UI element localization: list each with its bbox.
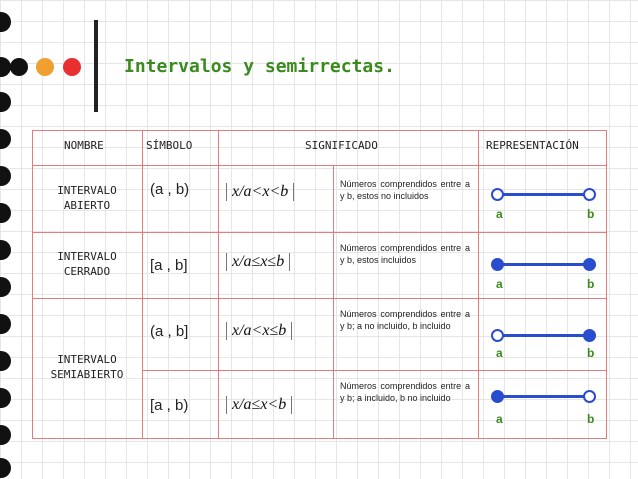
- name-semiabierto: [34, 352, 140, 382]
- header-simbolo: SÍMBOLO: [146, 139, 193, 152]
- label-b: b: [587, 346, 595, 360]
- page-title: Intervalos y semirrectas.: [124, 56, 395, 77]
- binder-hole: [0, 388, 11, 408]
- binder-hole: [0, 351, 11, 371]
- symbol-half-open-right: [a , b): [150, 397, 189, 414]
- binder-hole: [0, 166, 11, 186]
- condition-half-open-right: x/a≤x<b: [226, 396, 292, 414]
- interval-line-half-open-left: [500, 334, 590, 337]
- meaning-half-open-right: Números comprendidos entre a y b; a incluido, b no incluido: [340, 381, 470, 403]
- condition-closed: x/a≤x≤b: [226, 253, 290, 271]
- meaning-open: Números comprendidos entre a y b, estos no incluidos: [340, 179, 470, 201]
- dot-orange: [36, 58, 54, 76]
- meaning-closed: Números comprendidos entre a y b, estos incluidos: [340, 243, 470, 265]
- name-semiabierto-line2: SEMIABIERTO: [50, 368, 124, 381]
- name-abierto: [34, 183, 140, 213]
- label-a: a: [496, 412, 503, 426]
- binder-hole: [0, 129, 11, 149]
- dot-black: [10, 58, 28, 76]
- name-abierto-line2: ABIERTO: [63, 199, 111, 212]
- col-divider: [142, 130, 143, 438]
- header-representacion: REPRESENTACIÓN: [486, 139, 579, 152]
- binder-hole: [0, 314, 11, 334]
- open-endpoint-a: [491, 329, 504, 342]
- name-abierto-line1: INTERVALO: [57, 184, 117, 197]
- title-rule: [94, 20, 98, 112]
- name-cerrado-line1: INTERVALO: [57, 250, 117, 263]
- symbol-closed: [a , b]: [150, 257, 188, 274]
- row-divider: [32, 298, 607, 299]
- label-a: a: [496, 277, 503, 291]
- label-b: b: [587, 412, 595, 426]
- table-border-left: [32, 130, 33, 438]
- label-a: a: [496, 207, 503, 221]
- row-divider: [142, 370, 607, 371]
- name-semiabierto-line1: INTERVALO: [57, 353, 117, 366]
- meaning-half-open-left: Números comprendidos entre a y b; a no incluido, b incluido: [340, 309, 470, 331]
- binder-hole: [0, 203, 11, 223]
- table-border-right: [606, 130, 607, 438]
- interval-line-open: [500, 193, 590, 196]
- label-b: b: [587, 277, 595, 291]
- closed-endpoint-b: [583, 258, 596, 271]
- closed-endpoint-a: [491, 258, 504, 271]
- binder-hole: [0, 277, 11, 297]
- dot-red: [63, 58, 81, 76]
- symbol-open: (a , b): [150, 181, 190, 198]
- name-cerrado-line2: CERRADO: [63, 265, 111, 278]
- condition-half-open-left: x/a<x≤b: [226, 322, 292, 340]
- row-divider: [32, 165, 607, 166]
- binder-hole: [0, 240, 11, 260]
- symbol-half-open-left: (a , b]: [150, 323, 189, 340]
- binder-hole: [0, 12, 11, 32]
- header-significado: SIGNIFICADO: [305, 139, 378, 152]
- interval-line-closed: [500, 263, 590, 266]
- label-b: b: [587, 207, 595, 221]
- binder-hole: [0, 92, 11, 112]
- closed-endpoint-b: [583, 329, 596, 342]
- col-divider: [478, 130, 479, 438]
- col-divider: [218, 130, 219, 438]
- interval-line-half-open-right: [500, 395, 590, 398]
- col-divider: [333, 165, 334, 438]
- table-border-top: [32, 130, 607, 131]
- label-a: a: [496, 346, 503, 360]
- open-endpoint-a: [491, 188, 504, 201]
- open-endpoint-b: [583, 188, 596, 201]
- header-nombre: NOMBRE: [64, 139, 104, 152]
- binder-hole: [0, 425, 11, 445]
- closed-endpoint-a: [491, 390, 504, 403]
- table-border-bottom: [32, 438, 607, 439]
- open-endpoint-b: [583, 390, 596, 403]
- binder-hole: [0, 458, 11, 478]
- row-divider: [32, 232, 607, 233]
- condition-open: x/a<x<b: [226, 183, 294, 201]
- name-cerrado: [34, 249, 140, 279]
